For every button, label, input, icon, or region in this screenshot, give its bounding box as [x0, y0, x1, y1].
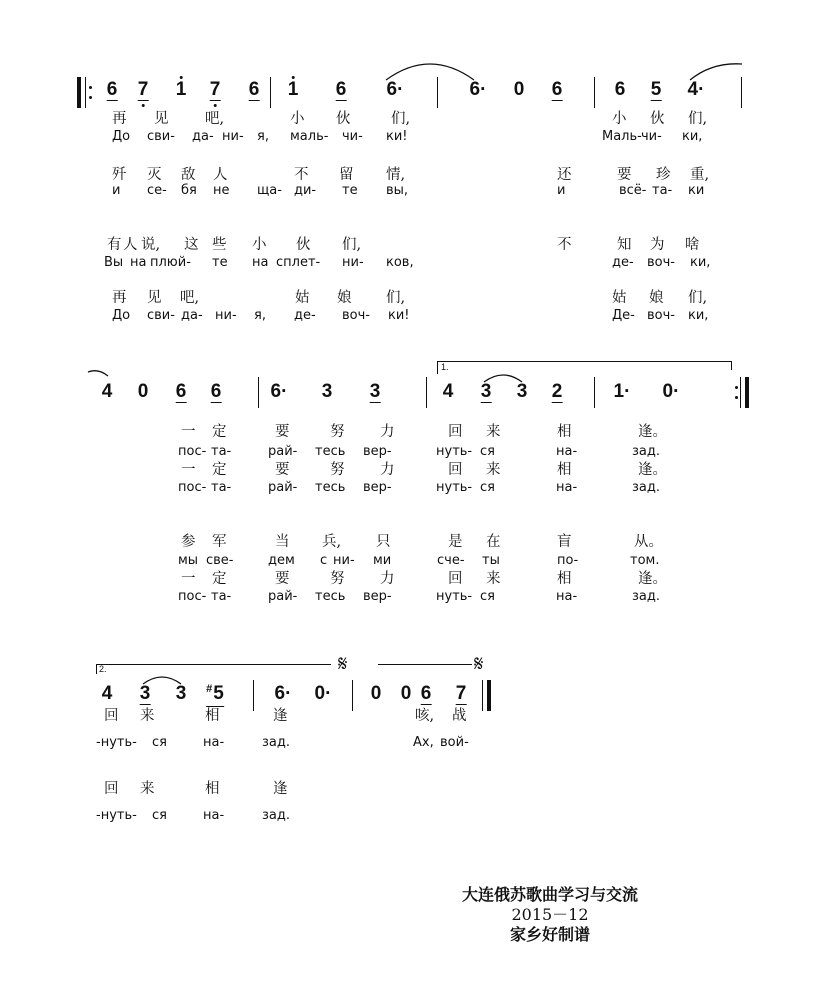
lyric-cn-system3-0-4: 咳,: [415, 708, 435, 724]
lyric-ru-system2-7-2: рай-: [268, 589, 298, 604]
note-system1-4: 6: [248, 79, 260, 100]
lyric-ru-system1-7-2: да-: [181, 308, 203, 323]
lyric-ru-system2-1-6: ся: [480, 444, 495, 459]
lyric-cn-system2-6-3: 努: [330, 571, 345, 587]
lyric-ru-system1-3-3: не: [213, 183, 230, 198]
note-system2-12: 0·: [662, 381, 680, 402]
lyric-ru-system1-3-2: бя: [181, 183, 197, 198]
note-system1-5: 1: [287, 79, 299, 100]
lyric-cn-system2-4-6: 在: [486, 534, 501, 550]
lyric-ru-system2-7-4: вер-: [363, 589, 392, 604]
lyric-ru-system2-7-1: та-: [211, 589, 232, 604]
lyric-cn-system1-0-4: 伙: [336, 111, 351, 127]
lyric-cn-system1-2-10: 重,: [690, 167, 710, 183]
lyric-cn-system2-4-3: 兵,: [322, 534, 342, 550]
lyric-ru-system2-5-6: сче-: [437, 553, 465, 568]
lyric-cn-system1-6-6: 姑: [612, 290, 627, 306]
note-system2-6: 3: [369, 381, 381, 402]
lyric-cn-system2-4-5: 是: [448, 534, 463, 550]
lyric-cn-system1-4-8: 不: [557, 237, 572, 253]
lyric-cn-system1-4-7: 们,: [342, 237, 362, 253]
lyric-cn-system2-6-1: 定: [212, 571, 227, 587]
lyric-ru-system2-1-3: тесь: [315, 444, 346, 459]
note-system1-11: 6: [614, 79, 626, 100]
lyric-ru-system1-3-9: всё-: [619, 183, 647, 198]
lyric-ru-system2-3-3: тесь: [315, 480, 346, 495]
lyric-cn-system3-2-0: 回: [104, 781, 119, 797]
lyric-ru-system1-3-7: вы,: [386, 183, 409, 198]
lyric-cn-system1-4-10: 为: [650, 237, 665, 253]
lyric-cn-system1-2-0: 歼: [112, 167, 127, 183]
lyric-ru-system1-7-6: воч-: [342, 308, 370, 323]
lyric-cn-system1-6-3: 姑: [295, 290, 310, 306]
lyric-cn-system2-4-4: 只: [376, 534, 391, 550]
note-system1-10: 6: [551, 79, 563, 100]
lyric-ru-system1-5-5: сплет-: [276, 255, 321, 270]
lyric-cn-system2-0-7: 相: [557, 424, 572, 440]
lyric-ru-system2-5-9: том.: [630, 553, 660, 568]
lyric-ru-system1-1-4: я,: [257, 129, 269, 144]
lyric-ru-system2-3-0: пос-: [178, 480, 207, 495]
note-system3-3: #5: [206, 684, 224, 707]
note-system2-8: 3: [480, 381, 492, 402]
lyric-ru-system2-5-3: с: [320, 553, 328, 568]
volta-label: 2.: [99, 664, 107, 674]
lyric-ru-system1-5-6: ни-: [342, 255, 364, 270]
lyric-cn-system2-4-2: 当: [275, 534, 290, 550]
lyric-cn-system1-0-2: 吧,: [205, 111, 225, 127]
lyric-cn-system2-4-7: 盲: [557, 534, 572, 550]
lyric-ru-system2-3-5: нуть-: [436, 480, 473, 495]
lyric-cn-system1-6-5: 们,: [386, 290, 406, 306]
credit-line-3: 家乡好制谱: [509, 925, 590, 944]
lyric-ru-system1-1-0: До: [112, 129, 131, 144]
lyric-ru-system1-7-9: воч-: [647, 308, 675, 323]
lyric-ru-system1-3-6: те: [342, 183, 358, 198]
lyric-cn-system3-0-3: 逢: [273, 708, 288, 724]
lyric-ru-system2-3-7: на-: [556, 480, 578, 495]
lyric-ru-system2-3-2: рай-: [268, 480, 298, 495]
lyric-ru-system1-1-6: чи-: [342, 129, 363, 144]
lyric-ru-system2-7-8: зад.: [632, 589, 660, 604]
lyric-ru-system1-7-4: я,: [254, 308, 266, 323]
note-system1-7: 6·: [386, 79, 404, 100]
note-system2-10: 2: [551, 381, 563, 402]
note-system1-8: 6·: [469, 79, 487, 100]
lyric-cn-system3-2-3: 逢: [273, 781, 288, 797]
lyric-ru-system3-1-2: на-: [203, 735, 225, 750]
lyric-cn-system1-2-7: 还: [557, 167, 572, 183]
lyric-ru-system1-5-1: на: [130, 255, 147, 270]
lyric-cn-system2-6-6: 来: [486, 571, 501, 587]
lyric-ru-system1-7-10: ки,: [688, 308, 709, 323]
lyric-cn-system2-2-0: 一: [181, 462, 196, 478]
lyric-cn-system1-4-0: 有: [107, 237, 122, 253]
lyric-ru-system1-5-7: ков,: [386, 255, 414, 270]
lyric-ru-system1-3-1: се-: [147, 183, 167, 198]
lyric-cn-system1-2-6: 情,: [386, 167, 406, 183]
note-system1-2: 1: [175, 79, 187, 100]
note-system1-13: 4·: [687, 79, 705, 100]
lyric-ru-system1-7-5: де-: [294, 308, 316, 323]
lyric-ru-system3-1-3: зад.: [262, 735, 290, 750]
lyric-cn-system2-0-6: 来: [486, 424, 501, 440]
lyric-ru-system2-5-1: све-: [206, 553, 234, 568]
lyric-cn-system1-4-4: 些: [212, 237, 227, 253]
lyric-ru-system1-7-0: До: [112, 308, 131, 323]
note-system1-6: 6: [335, 79, 347, 100]
lyric-ru-system3-1-5: вой-: [440, 735, 469, 750]
lyric-cn-system1-6-2: 吧,: [180, 290, 200, 306]
note-system2-1: 0: [137, 381, 149, 402]
lyric-cn-system1-2-2: 敌: [181, 167, 196, 183]
lyric-ru-system1-1-10: ки,: [682, 129, 703, 144]
lyric-ru-system3-1-0: -нуть-: [96, 735, 137, 750]
credit-line-2: 2015－12: [511, 905, 589, 924]
lyric-ru-system1-5-10: ки,: [690, 255, 711, 270]
lyric-ru-system2-1-8: зад.: [632, 444, 660, 459]
lyric-ru-system1-7-8: Де-: [612, 308, 635, 323]
note-system3-7: 0: [400, 683, 412, 704]
note-system2-11: 1·: [613, 381, 631, 402]
lyric-ru-system2-1-7: на-: [556, 444, 578, 459]
lyric-ru-system1-7-3: ни-: [215, 308, 237, 323]
lyric-ru-system2-3-1: та-: [211, 480, 232, 495]
lyric-cn-system1-6-8: 们,: [688, 290, 708, 306]
lyric-cn-system2-0-8: 逢。: [638, 424, 667, 440]
lyric-cn-system2-0-2: 要: [275, 424, 290, 440]
lyric-ru-system1-3-11: ки: [688, 183, 705, 198]
lyric-ru-system1-5-2: плюй-: [150, 255, 191, 270]
lyric-cn-system1-4-2: 说,: [141, 237, 161, 253]
lyric-ru-system1-5-8: де-: [612, 255, 634, 270]
note-system3-6: 0: [370, 683, 382, 704]
lyric-ru-system1-5-4: на: [252, 255, 269, 270]
note-system1-0: 6: [106, 79, 118, 100]
lyric-ru-system3-1-4: Ах,: [413, 735, 434, 750]
lyric-ru-system3-1-1: ся: [152, 735, 167, 750]
lyric-ru-system3-3-2: на-: [203, 808, 225, 823]
segno-sign: 𝄋: [474, 652, 484, 677]
lyric-ru-system2-3-8: зад.: [632, 480, 660, 495]
note-system2-0: 4: [101, 381, 113, 402]
lyric-ru-system2-5-2: дем: [268, 553, 295, 568]
lyric-ru-system1-3-5: ди-: [294, 183, 317, 198]
lyric-cn-system1-2-1: 灭: [147, 167, 162, 183]
lyric-cn-system2-2-3: 努: [330, 462, 345, 478]
lyric-cn-system1-6-0: 再: [112, 290, 127, 306]
lyric-cn-system1-0-3: 小: [290, 111, 305, 127]
lyric-ru-system2-5-7: ты: [482, 553, 500, 568]
lyric-cn-system1-6-4: 娘: [337, 290, 352, 306]
lyric-cn-system2-0-4: 力: [380, 424, 395, 440]
note-system2-2: 6: [175, 381, 187, 402]
lyric-cn-system1-6-1: 见: [147, 290, 162, 306]
lyric-cn-system1-4-3: 这: [184, 237, 199, 253]
note-system1-12: 5: [650, 79, 662, 100]
lyric-cn-system2-2-7: 相: [557, 462, 572, 478]
lyric-ru-system2-1-2: рай-: [268, 444, 298, 459]
lyric-ru-system1-7-1: сви-: [147, 308, 175, 323]
lyric-cn-system3-0-2: 相: [205, 708, 220, 724]
note-system2-9: 3: [516, 381, 528, 402]
note-system2-3: 6: [210, 381, 222, 402]
volta-label: 1.: [441, 362, 449, 372]
lyric-cn-system2-4-1: 军: [212, 534, 227, 550]
note-system3-1: 3: [139, 683, 151, 704]
lyric-cn-system2-2-6: 来: [486, 462, 501, 478]
lyric-ru-system1-3-4: ща-: [257, 183, 282, 198]
lyric-ru-system1-5-0: Вы: [104, 255, 124, 270]
lyric-ru-system1-7-7: ки!: [388, 308, 410, 323]
lyric-ru-system1-1-8: Маль-: [602, 129, 642, 144]
lyric-cn-system1-4-9: 知: [617, 237, 632, 253]
lyric-cn-system1-4-11: 啥: [685, 237, 700, 253]
lyric-ru-system1-3-10: та-: [652, 183, 673, 198]
note-system3-9: 7: [455, 683, 467, 704]
lyric-cn-system2-4-8: 从。: [634, 534, 663, 550]
lyric-ru-system2-5-5: ми: [373, 553, 392, 568]
lyric-cn-system2-6-7: 相: [557, 571, 572, 587]
lyric-cn-system1-2-9: 珍: [656, 167, 671, 183]
lyric-cn-system1-2-5: 留: [339, 167, 354, 183]
lyric-ru-system1-3-0: и: [112, 183, 121, 198]
lyric-cn-system3-2-1: 来: [140, 781, 155, 797]
lyric-cn-system3-0-0: 回: [104, 708, 119, 724]
lyric-cn-system1-2-8: 要: [617, 167, 632, 183]
lyric-cn-system1-2-3: 人: [213, 167, 228, 183]
lyric-cn-system3-2-2: 相: [205, 781, 220, 797]
lyric-cn-system1-4-6: 伙: [296, 237, 311, 253]
note-system3-0: 4: [101, 683, 113, 704]
lyric-ru-system3-3-0: -нуть-: [96, 808, 137, 823]
lyric-cn-system2-2-2: 要: [275, 462, 290, 478]
note-system1-1: 7: [137, 79, 149, 100]
lyric-ru-system1-1-7: ки!: [386, 129, 408, 144]
lyric-ru-system1-5-9: воч-: [647, 255, 675, 270]
lyric-ru-system1-1-3: ни-: [222, 129, 244, 144]
lyric-ru-system1-1-5: маль-: [290, 129, 329, 144]
note-system2-5: 3: [321, 381, 333, 402]
lyric-cn-system2-6-8: 逢。: [638, 571, 667, 587]
lyric-cn-system2-2-4: 力: [380, 462, 395, 478]
lyric-cn-system1-4-1: 人: [123, 237, 138, 253]
lyric-cn-system1-2-4: 不: [294, 167, 309, 183]
lyric-cn-system1-6-7: 娘: [649, 290, 664, 306]
lyric-cn-system3-0-5: 战: [452, 708, 467, 724]
lyric-ru-system2-5-8: по-: [557, 553, 579, 568]
lyric-cn-system2-0-3: 努: [330, 424, 345, 440]
lyric-cn-system2-2-1: 定: [212, 462, 227, 478]
lyric-ru-system2-3-6: ся: [480, 480, 495, 495]
lyric-ru-system2-1-4: вер-: [363, 444, 392, 459]
note-system3-4: 6·: [274, 683, 292, 704]
lyric-cn-system2-2-5: 回: [448, 462, 463, 478]
lyric-ru-system2-3-4: вер-: [363, 480, 392, 495]
lyric-cn-system2-0-0: 一: [181, 424, 196, 440]
lyric-ru-system3-3-1: ся: [152, 808, 167, 823]
lyric-cn-system1-4-5: 小: [252, 237, 267, 253]
lyric-ru-system2-1-0: пос-: [178, 444, 207, 459]
lyric-cn-system2-6-4: 力: [380, 571, 395, 587]
lyric-cn-system1-0-0: 再: [112, 111, 127, 127]
lyric-ru-system2-7-0: пос-: [178, 589, 207, 604]
lyric-cn-system2-6-5: 回: [448, 571, 463, 587]
note-system3-5: 0·: [314, 683, 332, 704]
lyric-cn-system3-0-1: 来: [140, 708, 155, 724]
credit-line-1: 大连俄苏歌曲学习与交流: [461, 885, 638, 904]
segno-sign: 𝄋: [338, 652, 348, 677]
lyric-ru-system2-1-1: та-: [211, 444, 232, 459]
lyric-ru-system1-1-9: чи-: [641, 129, 662, 144]
lyric-ru-system1-3-8: и: [557, 183, 566, 198]
lyric-ru-system1-1-1: сви-: [147, 129, 175, 144]
lyric-cn-system2-0-5: 回: [448, 424, 463, 440]
note-system3-8: 6: [420, 683, 432, 704]
note-system1-9: 0: [513, 79, 525, 100]
lyric-cn-system2-4-0: 参: [181, 534, 196, 550]
lyric-cn-system1-0-5: 们,: [391, 111, 411, 127]
lyric-cn-system1-0-7: 伙: [650, 111, 665, 127]
lyric-cn-system2-0-1: 定: [212, 424, 227, 440]
lyric-ru-system2-5-0: мы: [178, 553, 199, 568]
lyric-ru-system1-1-2: да-: [192, 129, 214, 144]
lyric-cn-system2-2-8: 逢。: [638, 462, 667, 478]
lyric-ru-system1-5-3: те: [212, 255, 228, 270]
lyric-ru-system2-7-3: тесь: [315, 589, 346, 604]
lyric-cn-system1-0-6: 小: [612, 111, 627, 127]
lyric-ru-system2-7-7: на-: [556, 589, 578, 604]
lyric-ru-system2-5-4: ни-: [333, 553, 355, 568]
lyric-cn-system1-0-8: 们,: [688, 111, 708, 127]
note-system3-2: 3: [175, 683, 187, 704]
lyric-ru-system2-1-5: нуть-: [436, 444, 473, 459]
lyric-cn-system2-6-0: 一: [181, 571, 196, 587]
lyric-ru-system2-7-5: нуть-: [436, 589, 473, 604]
note-system2-4: 6·: [270, 381, 288, 402]
lyric-cn-system2-6-2: 要: [275, 571, 290, 587]
lyric-cn-system1-0-1: 见: [154, 111, 169, 127]
note-system2-7: 4: [442, 381, 454, 402]
lyric-ru-system3-3-3: зад.: [262, 808, 290, 823]
note-system1-3: 7: [209, 79, 221, 100]
lyric-ru-system2-7-6: ся: [480, 589, 495, 604]
